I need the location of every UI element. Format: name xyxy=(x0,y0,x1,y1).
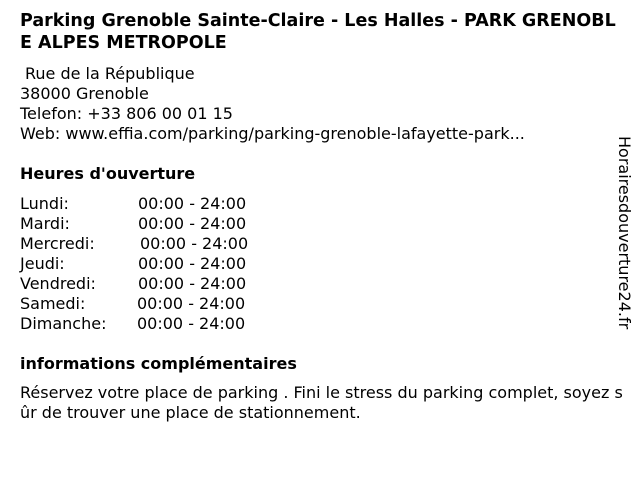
hours-row-monday xyxy=(20,194,320,214)
hours-row-tuesday xyxy=(20,214,320,234)
hours-row-wednesday xyxy=(20,234,320,254)
day-hours: 00:00 - 24:00 xyxy=(138,214,247,233)
day-label: Dimanche: xyxy=(20,314,107,333)
page-title: Parking Grenoble Sainte-Claire - Les Halles - PARK GRENOBLE ALPES METROPOLE xyxy=(20,11,616,53)
address-web: Web: www.effia.com/parking/parking-grenoble-lafayette-park... xyxy=(20,124,525,143)
day-hours: 00:00 - 24:00 xyxy=(137,314,246,333)
address-phone: Telefon: +33 806 00 01 15 xyxy=(20,104,233,123)
hours-row-thursday xyxy=(20,254,320,274)
address-block xyxy=(20,64,600,144)
day-hours: 00:00 - 24:00 xyxy=(138,274,247,293)
site-watermark: Horairesdouverture24.fr xyxy=(615,136,634,330)
day-label: Jeudi: xyxy=(20,254,65,273)
day-label: Mercredi: xyxy=(20,234,95,253)
day-label: Vendredi: xyxy=(20,274,96,293)
day-hours: 00:00 - 24:00 xyxy=(140,234,249,253)
day-label: Mardi: xyxy=(20,214,70,233)
day-hours: 00:00 - 24:00 xyxy=(138,194,247,213)
hours-heading: Heures d'ouverture xyxy=(20,164,196,183)
day-hours: 00:00 - 24:00 xyxy=(137,294,246,313)
address-street: Rue de la République xyxy=(25,64,195,83)
hours-row-friday xyxy=(20,274,320,294)
info-heading: informations complémentaires xyxy=(20,354,297,373)
hours-row-sunday xyxy=(20,314,320,334)
info-text: Réservez votre place de parking . Fini le stress du parking complet, soyez sûr de trouver une place de stationnement. xyxy=(20,383,623,422)
day-label: Samedi: xyxy=(20,294,86,313)
day-label: Lundi: xyxy=(20,194,69,213)
address-city: 38000 Grenoble xyxy=(20,84,149,103)
day-hours: 00:00 - 24:00 xyxy=(138,254,247,273)
hours-row-saturday xyxy=(20,294,320,314)
hours-table xyxy=(20,194,320,334)
